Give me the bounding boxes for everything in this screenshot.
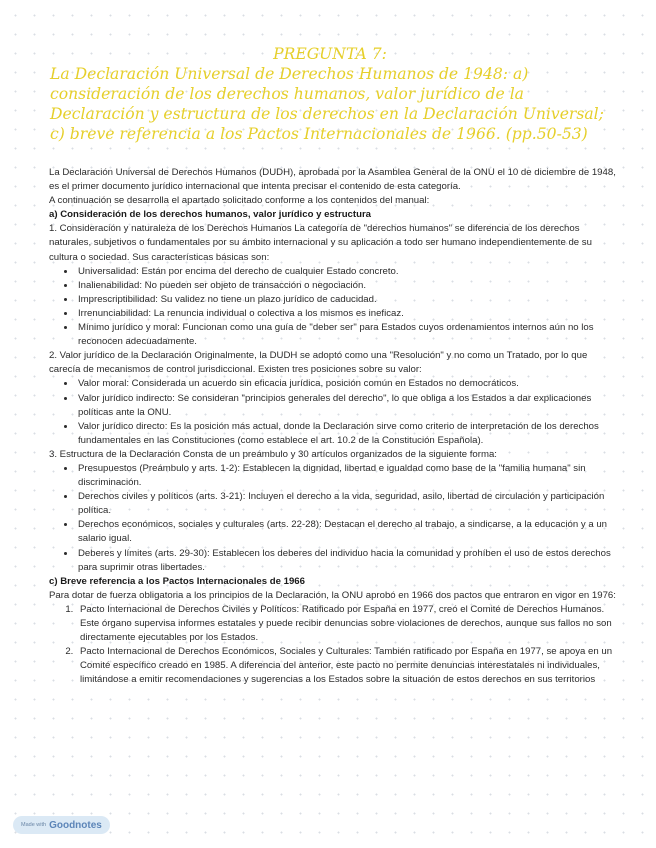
list-item: • Derechos civiles y políticos (arts. 3-21): Incluyen el derecho a la vida, seguridad, asilo, libertad de circulación y participación política. [76, 490, 619, 518]
structure-list [49, 462, 619, 575]
question-subtitle: La Declaración Universal de Derechos Humanos de 1948: a) consideración de los derechos humanos, valor jurídico de la Declaración y estructura de los derechos en la Declaración Universal; c) breve referencia a los Pactos Internacionales de 1966. (pp.50-53) [50, 65, 604, 143]
question-title: PREGUNTA 7: [273, 45, 387, 63]
section-a-heading: a) Consideración de los derechos humanos, valor jurídico y estructura [49, 209, 372, 221]
list-item: • Imprescriptibilidad: Su validez no tiene un plazo jurídico de caducidad. [76, 293, 619, 307]
goodnotes-badge[interactable] [13, 816, 110, 834]
section-a-paragraph-3: 3. Estructura de la Declaración Consta de un preámbulo y 30 artículos organizados de la siguiente forma: [49, 448, 497, 460]
list-item: • Valor jurídico indirecto: Se consideran "principios generales del derecho", lo que obliga a los Estados a dar explicaciones políticas ante la ONU. [76, 392, 619, 420]
list-item: 1. Pacto Internacional de Derechos Civiles y Políticos: Ratificado por España en 1977, creó el Comité de Derechos Humanos. Este órgano supervisa informes estatales y puede recibir denuncias sobre violaciones de derechos, aunque sus fallos no son directamente ejecutables por los Estados. [76, 603, 619, 645]
covenants-list [49, 603, 619, 688]
list-item: • Valor moral: Considerada un acuerdo sin eficacia jurídica, posición común en Estados no democráticos. [76, 377, 619, 391]
lead-paragraph: A continuación se desarrolla el apartado solicitado conforme a los contenidos del manual: [49, 195, 430, 207]
list-item: • Presupuestos (Preámbulo y arts. 1-2): Establecen la dignidad, libertad e igualdad como base de la "familia humana" sin discriminación. [76, 462, 619, 490]
list-item: • Mínimo jurídico y moral: Funcionan como una guía de "deber ser" para Estados cuyos ordenamientos internos aún no los reconocen adecuadamente. [76, 321, 619, 349]
goodnotes-logo: Goodnotes [49, 819, 102, 831]
list-item: • Universalidad: Están por encima del derecho de cualquier Estado concreto. [76, 265, 619, 279]
list-item: • Derechos económicos, sociales y culturales (arts. 22-28): Destacan el derecho al trabajo, a sindicarse, a la educación y a un salario igual. [76, 518, 619, 546]
section-c-paragraph-1: Para dotar de fuerza obligatoria a los principios de la Declaración, la ONU aprobó en 1966 dos pactos que entraron en vigor en 1976: [49, 589, 616, 601]
intro-paragraph: La Declaración Universal de Derechos Humanos (DUDH), aprobada por la Asamblea General de la ONU el 10 de diciembre de 1948, es el primer documento jurídico internacional que intenta precisar el contenido de esta categoría. [49, 167, 616, 193]
section-a-paragraph-1: 1. Consideración y naturaleza de los Derechos Humanos La categoría de "derechos humanos" se diferencia de los derechos naturales, subjetivos o fundamentales por su ámbito internacional y su aplicación a todo ser humano independientemente de su cultura o sociedad. Sus características básicas son: [49, 223, 592, 263]
list-item: • Deberes y límites (arts. 29-30): Establecen los deberes del individuo hacia la comunidad y prohíben el uso de estos derechos para suprimir otras libertades. [76, 547, 619, 575]
question-heading [50, 44, 610, 144]
answer-body [49, 166, 619, 687]
section-c-heading: c) Breve referencia a los Pactos Internacionales de 1966 [49, 575, 305, 587]
legal-value-list [49, 377, 619, 447]
section-a-paragraph-2: 2. Valor jurídico de la Declaración Originalmente, la DUDH se adoptó como una "Resolución" y no como un Tratado, por lo que carecía de mecanismos de control jurisdiccional. Existen tres posiciones sobre su valor: [49, 350, 588, 376]
list-item: 2. Pacto Internacional de Derechos Económicos, Sociales y Culturales: También ratificado por España en 1977, se apoya en un Comité específico creado en 1985. A diferencia del anterior, este pacto no permite denuncias interestatales ni individuales, limitándose a emitir recomendaciones y sugerencias a los Estados sobre la situación de estos derechos en sus territorios [76, 645, 619, 687]
list-item: • Valor jurídico directo: Es la posición más actual, donde la Declaración sirve como criterio de interpretación de los derechos fundamentales en las Constituciones (como establece el art. 10.2 de la Constitución Española). [76, 420, 619, 448]
characteristics-list [49, 265, 619, 350]
list-item: • Irrenunciabilidad: La renuncia individual o colectiva a los mismos es ineficaz. [76, 307, 619, 321]
made-with-label: Made with [21, 822, 47, 828]
list-item: • Inalienabilidad: No pueden ser objeto de transacción o negociación. [76, 279, 619, 293]
